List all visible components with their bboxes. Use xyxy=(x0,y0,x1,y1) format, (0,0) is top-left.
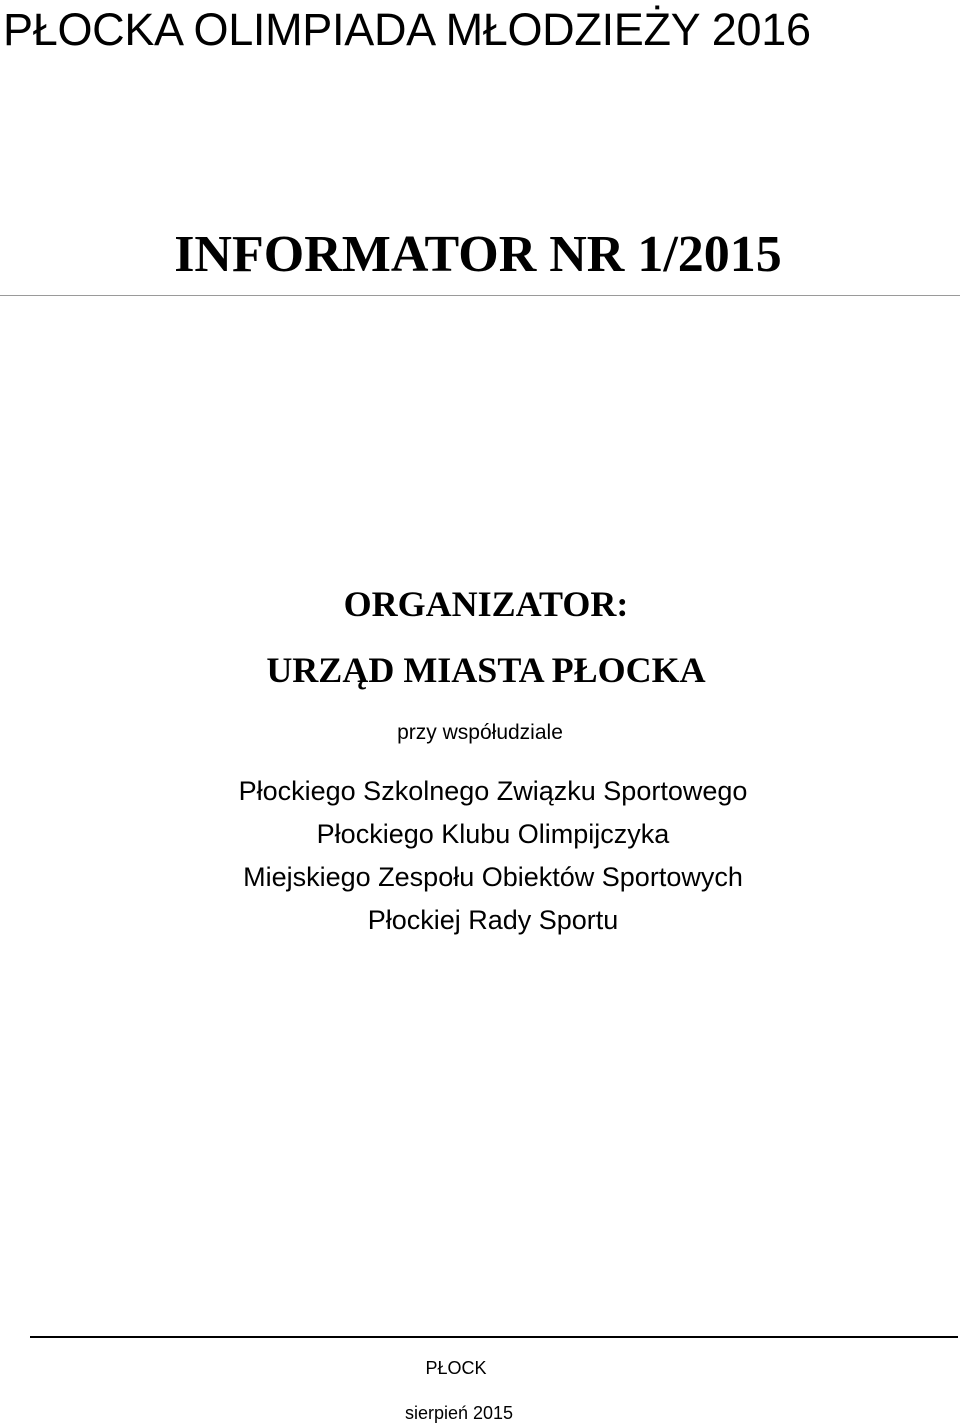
document-title: INFORMATOR NR 1/2015 xyxy=(174,226,782,283)
partner-item: Miejskiego Zespołu Obiektów Sportowych xyxy=(243,862,743,892)
organizer-name: URZĄD MIASTA PŁOCKA xyxy=(266,650,706,690)
event-title: PŁOCKA OLIMPIADA MŁODZIEŻY 2016 xyxy=(3,4,811,55)
title-divider xyxy=(0,295,960,296)
partner-item: Płockiego Klubu Olimpijczyka xyxy=(316,819,670,849)
partner-list xyxy=(13,770,960,942)
footer-divider xyxy=(30,1336,958,1338)
footer-city: PŁOCK xyxy=(425,1358,487,1378)
footer-date: sierpień 2015 xyxy=(404,1403,514,1423)
partner-item: Płockiego Szkolnego Związku Sportowego xyxy=(238,776,748,806)
partner-item: Płockiej Rady Sportu xyxy=(367,905,619,935)
organizer-label: ORGANIZATOR: xyxy=(343,584,629,624)
cooperation-label: przy współudziale xyxy=(397,721,563,744)
